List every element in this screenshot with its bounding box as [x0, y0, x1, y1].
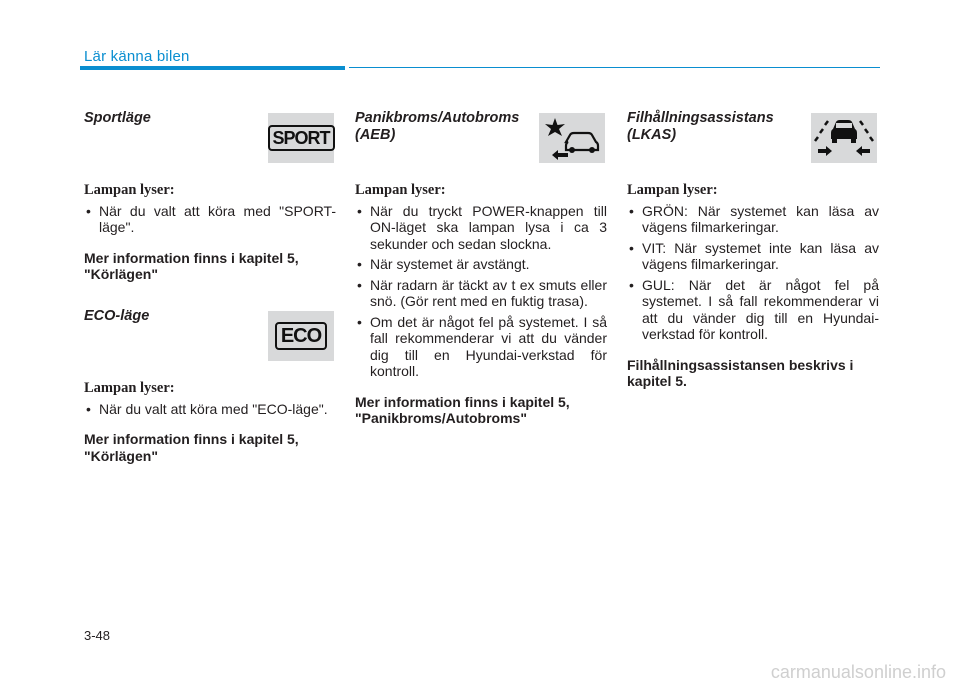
list-item: • När du tryckt POWER-knappen till ON-läget ska lampan lysa i ca 3 sekunder och sedan slockna.: [355, 203, 607, 253]
list-item: • När radarn är täckt av t ex smuts eller snö. (Gör rent med en fuktig trasa).: [355, 277, 607, 310]
list-item: • När systemet är avstängt.: [355, 256, 607, 273]
list-item: • GUL: När det är något fel på systemet. I så fall rekommenderar vi att du vänder dig till en Hyundai-verkstad för kontroll.: [627, 277, 879, 343]
aeb-title-line2: (AEB): [355, 127, 396, 143]
aeb-warning-icon: [539, 113, 605, 163]
aeb-lamp-label: Lampan lyser:: [355, 182, 446, 198]
header-bar-thin: [349, 67, 880, 68]
sport-note: Mer information finns i kapitel 5, "Körlägen": [84, 249, 299, 282]
eco-section: [84, 308, 336, 464]
aeb-icon-graphic: [542, 115, 602, 161]
lkas-title-line2: (LKAS): [627, 127, 677, 143]
eco-icon-frame: [275, 322, 327, 350]
column-lkas: [627, 110, 879, 390]
sport-title: Sportläge: [84, 110, 151, 126]
eco-icon-text: ECO: [280, 325, 322, 347]
sport-section: [84, 110, 336, 308]
list-item: • VIT: När systemet inte kan läsa av vägens filmarkeringar.: [627, 240, 879, 273]
watermark: carmanualsonline.info: [770, 662, 946, 682]
eco-bullet-list: [84, 401, 336, 418]
sport-icon-text: SPORT: [272, 128, 330, 148]
eco-lamp-label: Lampan lyser:: [84, 380, 175, 396]
sport-bullet-list: [84, 203, 336, 236]
aeb-title-line1: Panikbroms/Autobroms: [355, 110, 520, 126]
page-number: 3-48: [84, 628, 111, 643]
lkas-icon-graphic: [814, 115, 874, 161]
eco-title: ECO-läge: [84, 308, 150, 324]
eco-note: Mer information finns i kapitel 5, "Körlägen": [84, 431, 299, 464]
sport-lamp-icon: [268, 113, 334, 163]
header-bar-thick: [80, 66, 345, 70]
eco-lamp-icon: [268, 311, 334, 361]
list-item: • När du valt att köra med "SPORT-läge".: [84, 203, 336, 236]
column-aeb: [355, 110, 607, 427]
column-sport-eco: [84, 110, 336, 464]
lkas-note: Filhållningsassistansen beskrivs i kapitel 5.: [627, 356, 854, 389]
list-item: • Om det är något fel på systemet. I så fall rekommenderar vi att du vänder dig till en Hyundai-verkstad för kontroll.: [355, 314, 607, 380]
lkas-lane-icon: [811, 113, 877, 163]
list-item: • När du valt att köra med "ECO-läge".: [84, 401, 336, 418]
sport-lamp-label: Lampan lyser:: [84, 182, 175, 198]
lkas-lamp-label: Lampan lyser:: [627, 182, 718, 198]
sport-icon-frame: [268, 125, 335, 151]
aeb-bullet-list: [355, 203, 607, 380]
list-item: • GRÖN: När systemet kan läsa av vägens filmarkeringar.: [627, 203, 879, 236]
aeb-note: Mer information finns i kapitel 5, "Panikbroms/Autobroms": [355, 393, 570, 426]
lkas-bullet-list: [627, 203, 879, 343]
lkas-title-line1: Filhållningsassistans: [627, 110, 774, 126]
section-header: Lär känna bilen: [84, 48, 190, 65]
